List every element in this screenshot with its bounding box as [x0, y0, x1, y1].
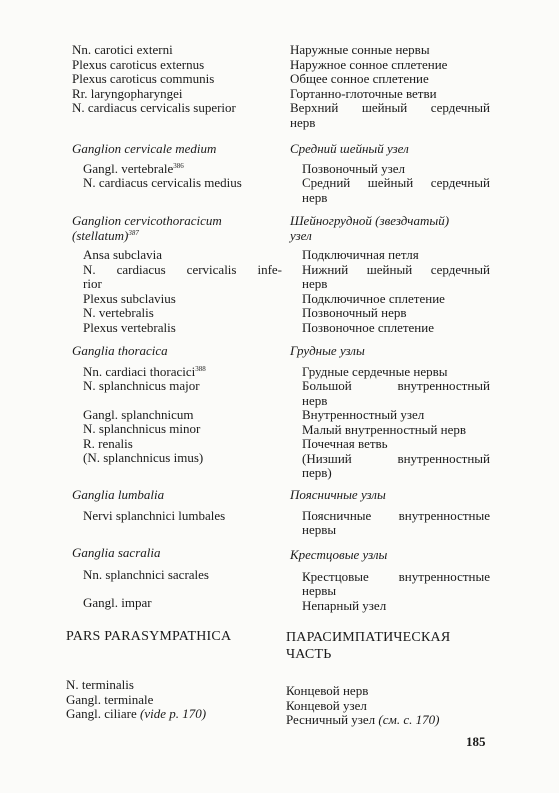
- term-russian: Непарный узел: [302, 597, 387, 613]
- term-russian: нерв: [290, 114, 316, 130]
- term-latin: Nervi splanchnici lumbales: [83, 507, 226, 523]
- block-carotid-russian: [290, 43, 490, 130]
- term-latin: Gangl. terminale: [66, 691, 154, 707]
- footnote-ref: 387: [128, 228, 139, 237]
- page-number: 185: [466, 734, 486, 749]
- term-latin: (N. splanchnicus imus): [83, 450, 204, 465]
- term-russian: нервы: [302, 522, 337, 537]
- term-latin: Plexus vertebralis: [83, 319, 176, 335]
- term-latin: Gangl. splanchnicum: [83, 406, 194, 422]
- term-latin: Nn. carotici externi: [72, 42, 173, 57]
- term-latin: Plexus caroticus externus: [72, 56, 205, 72]
- term-russian: Позвоночный нерв: [302, 305, 407, 320]
- term-latin: Gangl. vertebrale$^{386}$: [83, 160, 184, 176]
- term-russian: Большой внутренностный: [302, 378, 490, 393]
- term-russian: Грудные сердечные нервы: [302, 363, 448, 379]
- term-latin: N. cardiacus cervicalis medius: [83, 175, 242, 190]
- term-russian: Общее сонное сплетение: [290, 71, 429, 86]
- term-latin: Ansa subclavia: [83, 247, 163, 262]
- term-russian: Подключичная петля: [302, 247, 419, 262]
- term-russian: Крестцовые внутренностные: [302, 568, 490, 584]
- term-latin: Nn. cardiaci thoracici$^{388}$: [83, 363, 206, 379]
- block-cervical-medium-russian: [290, 142, 490, 205]
- term-russian: перв): [302, 465, 332, 480]
- section-heading-latin: Ganglion cervicale medium: [72, 141, 217, 156]
- footnote-ref: 386: [173, 161, 184, 170]
- term-russian: Наружные сонные нервы: [290, 42, 430, 57]
- term-russian: Внутренностный узел: [302, 407, 425, 422]
- section-heading-russian: Шейногрудной (звездчатый): [290, 213, 450, 228]
- block-lumbar-latin: [72, 488, 282, 523]
- term-russian: Нижний шейный сердечный: [302, 261, 490, 277]
- term-latin: Plexus subclavius: [83, 290, 176, 306]
- block-thoracic-russian: [290, 344, 490, 481]
- block-cervical-medium-latin: [72, 142, 282, 191]
- cross-reference: (vide p. 170): [140, 706, 207, 721]
- section-heading-russian: Средний шейный узел: [290, 141, 409, 156]
- term-russian: Концевой узел: [286, 697, 367, 713]
- term-russian: Поясничные внутренностные: [302, 507, 490, 523]
- section-heading-latin: Ganglia thoracica: [72, 343, 168, 358]
- term-latin: N. splanchnicus major: [83, 378, 200, 393]
- term-russian: (Низший внутренностный: [302, 450, 490, 466]
- term-latin: R. renalis: [83, 435, 133, 451]
- term-russian: нерв: [302, 189, 328, 205]
- term-latin: Rr. laryngopharyngei: [72, 85, 183, 101]
- block-carotid-latin: [72, 43, 282, 116]
- term-russian: Гортанно-глоточные ветви: [290, 85, 437, 101]
- block-lumbar-russian: [290, 488, 490, 538]
- block-sacral-russian: [290, 548, 490, 613]
- term-russian: Малый внутренностный нерв: [302, 421, 467, 437]
- term-russian: Наружное сонное сплетение: [290, 56, 448, 72]
- section-heading-latin: Ganglia lumbalia: [72, 487, 165, 502]
- section-heading-latin: Ganglion cervicothoracicum: [72, 213, 222, 228]
- footnote-ref: 388: [195, 364, 206, 373]
- term-latin: Nn. splanchnici sacrales: [83, 566, 209, 582]
- term-latin: Gangl. ciliare (vide p. 170): [66, 706, 207, 721]
- term-russian: Почечная ветвь: [302, 436, 388, 451]
- block-parasympathetic-russian: [286, 684, 496, 728]
- term-russian: Ресничный узел (см. с. 170): [286, 712, 440, 727]
- section-heading-latin: (stellatum)$^{387}$: [72, 227, 139, 243]
- section-heading-russian: узел: [290, 227, 312, 243]
- term-latin: N. vertebralis: [83, 305, 154, 320]
- term-latin: rior: [83, 276, 102, 291]
- term-latin: Plexus caroticus communis: [72, 71, 215, 86]
- section-title-latin: PARS PARASYMPATHICA: [66, 629, 232, 644]
- term-russian: Средний шейный сердечный: [302, 175, 490, 190]
- block-thoracic-latin: [72, 344, 282, 466]
- section-heading-latin: Ganglia sacralia: [72, 545, 161, 560]
- term-latin: N. cardiacus cervicalis infe-: [83, 261, 282, 277]
- term-latin: N. cardiacus cervicalis superior: [72, 100, 236, 115]
- section-heading-russian: Грудные узлы: [290, 343, 365, 358]
- term-latin: N. terminalis: [66, 677, 134, 692]
- block-parasympathetic-latin: [66, 678, 281, 722]
- block-cervicothoracic-latin: [72, 214, 282, 335]
- cross-reference: (см. с. 170): [378, 712, 440, 727]
- term-latin: N. splanchnicus minor: [83, 421, 201, 436]
- block-sacral-latin: [72, 546, 282, 611]
- section-heading-russian: Поясничные узлы: [290, 487, 386, 502]
- term-russian: Подключичное сплетение: [302, 290, 445, 306]
- block-cervicothoracic-russian: [290, 214, 490, 335]
- term-russian: Позвоночный узел: [302, 160, 406, 176]
- term-russian: Позвоночное сплетение: [302, 319, 434, 335]
- term-russian: нерв: [302, 276, 328, 291]
- term-latin: Gangl. impar: [83, 595, 152, 610]
- section-heading-russian: Крестцовые узлы: [290, 547, 388, 562]
- term-russian: Верхний шейный сердечный: [290, 100, 490, 115]
- term-russian: нерв: [302, 392, 328, 408]
- section-title-russian: ПАРАСИМПАТИЧЕСКАЯ ЧАСТЬ: [286, 630, 451, 662]
- term-russian: Концевой нерв: [286, 683, 369, 698]
- term-russian: нервы: [302, 583, 337, 598]
